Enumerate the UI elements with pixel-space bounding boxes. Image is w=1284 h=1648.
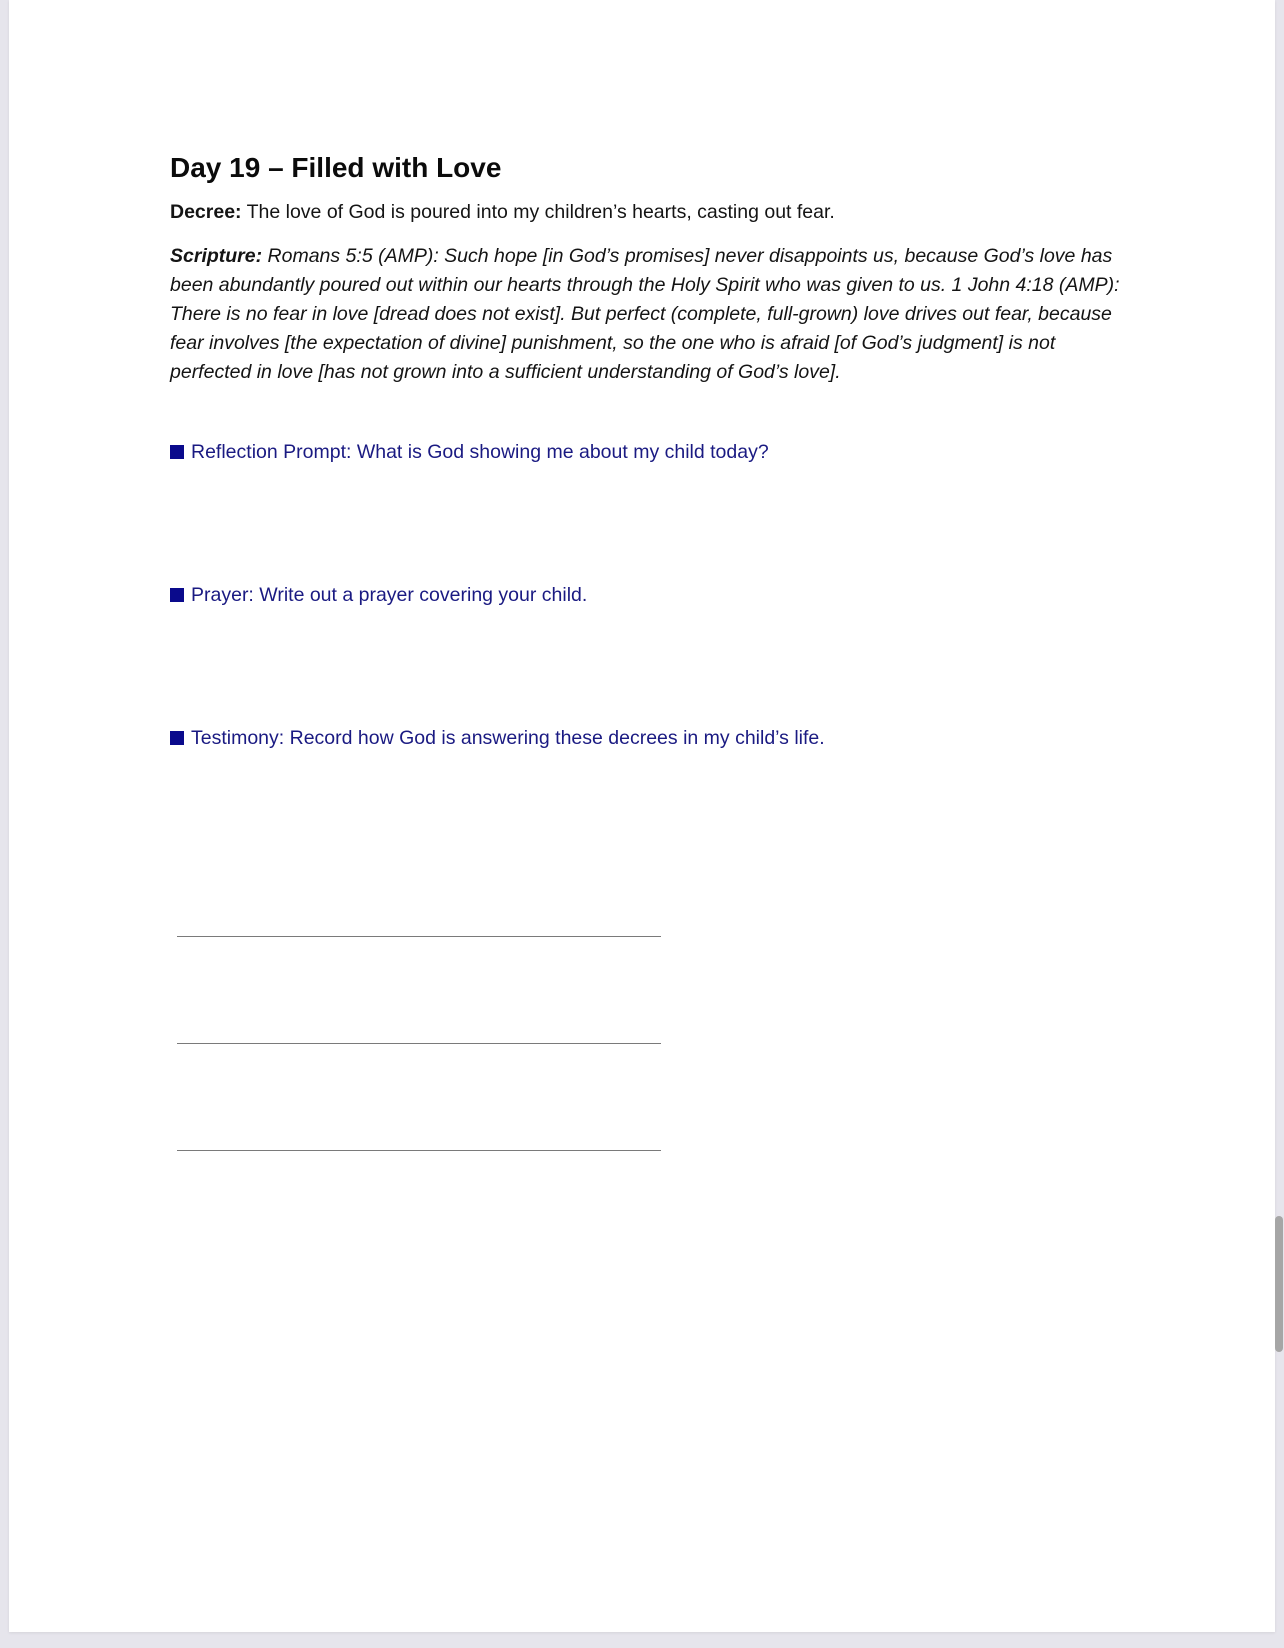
- document-page: [9, 0, 1275, 1632]
- vertical-scrollbar[interactable]: [1271, 0, 1284, 1632]
- scrollbar-thumb[interactable]: [1275, 1216, 1283, 1352]
- page-content: [170, 150, 1130, 749]
- testimony-prompt: [170, 725, 825, 751]
- prayer-prompt-text: Prayer: Write out a prayer covering your child.: [191, 584, 588, 606]
- square-bullet-icon: [170, 731, 184, 745]
- scripture-label: Scripture:: [170, 245, 263, 267]
- scripture-paragraph: [170, 242, 1125, 387]
- square-bullet-icon: [170, 445, 184, 459]
- page-title: Day 19 – Filled with Love: [170, 152, 502, 183]
- decree-paragraph: [170, 198, 1130, 226]
- writing-line: [177, 1043, 661, 1044]
- reflection-prompt-text: Reflection Prompt: What is God showing me about my child today?: [191, 441, 769, 463]
- testimony-prompt-text: Testimony: Record how God is answering these decrees in my child’s life.: [191, 727, 825, 749]
- reflection-prompt: [170, 439, 769, 465]
- square-bullet-icon: [170, 588, 184, 602]
- scripture-text: Romans 5:5 (AMP): Such hope [in God’s promises] never disappoints us, because God’s love has been abundantly poured out within our hearts through the Holy Spirit who was given to us. 1 John 4:18 (AMP): There is no fear in love [dread does not exist]. But perfect (complete, full-grown) love drives out fear, because fear involves [the expectation of divine] punishment, so the one who is afraid [of God’s judgment] is not perfected in love [has not grown into a sufficient understanding of God’s love].: [170, 245, 1120, 383]
- decree-text: The love of God is poured into my children’s hearts, casting out fear.: [241, 201, 835, 223]
- writing-line: [177, 1150, 661, 1151]
- writing-line: [177, 936, 661, 937]
- prayer-prompt: [170, 582, 587, 608]
- decree-label: Decree:: [170, 201, 242, 223]
